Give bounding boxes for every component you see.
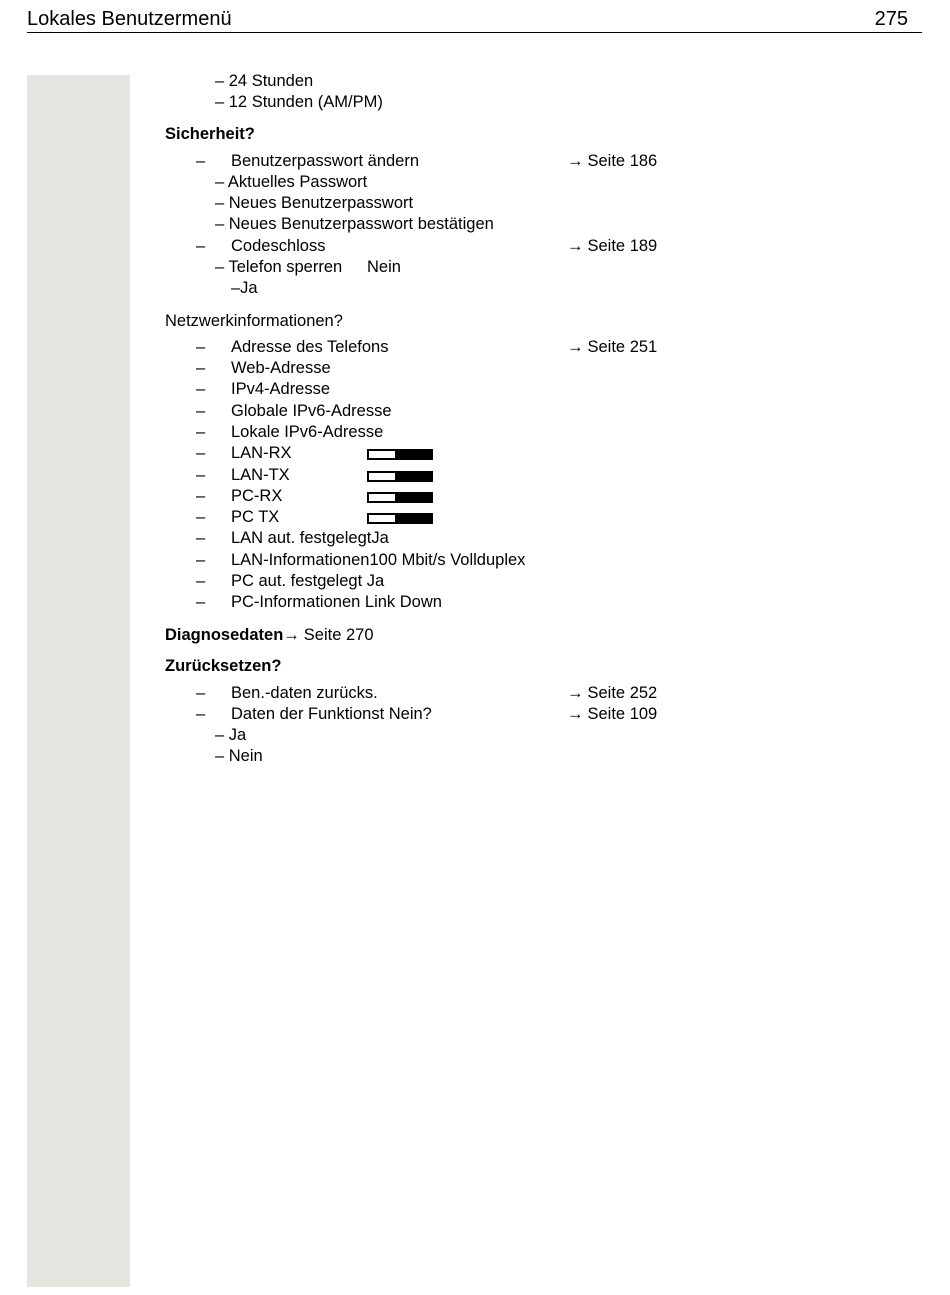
level-bar-icon xyxy=(367,492,433,503)
arrow-right-icon: → xyxy=(567,705,584,723)
arrow-right-icon: → xyxy=(567,338,584,356)
page-number: 275 xyxy=(874,8,908,30)
arrow-right-icon: → xyxy=(567,237,584,255)
header-title: Lokales Benutzermenü xyxy=(27,8,232,30)
page-reference[interactable]: → Seite 189 xyxy=(567,237,658,255)
arrow-right-icon: → xyxy=(567,684,584,702)
page-reference[interactable]: → Seite 270 xyxy=(283,626,374,644)
arrow-right-icon: → xyxy=(283,626,300,644)
page-reference[interactable]: → Seite 252 xyxy=(567,684,658,702)
page-reference[interactable]: → Seite 251 xyxy=(567,338,658,356)
level-bar-icon xyxy=(367,449,433,460)
page-reference[interactable]: → Seite 186 xyxy=(567,152,658,170)
document-content: – 24 Stunden – 12 Stunden (AM/PM) Sicherheit? – Benutzerpasswort ändern → Seite 186 – Aktuelles Passwort – Neues Benutzerpasswort – Neues Benutzerpasswort bestätigen – Codeschloss → Seite 189 – Telefon sperren Nein –Ja Netzwerkinformationen? – Adresse des Telefons → Seite 251 – Web-Adresse – IPv4-Adresse – Globale IPv6-Adresse – Lokale IPv6-Adresse – LAN-RX – LAN-TX – PC-RX – PC TX – LAN aut. festgelegtJa – LAN-Informationen100 Mbit/s Vollduplex – PC aut. festgelegt Ja – PC-Informationen Link Down Diagnosedaten→ Seite 270 Zurücksetzen? – Ben.-daten zurücks. → Seite 252 – Daten der Funktionst Nein? → Seite 109 – Ja – Nein xyxy=(165,72,658,765)
arrow-right-icon: → xyxy=(567,152,584,170)
page-reference[interactable]: → Seite 109 xyxy=(567,705,658,723)
level-bar-icon xyxy=(367,513,433,524)
level-bar-icon xyxy=(367,471,433,482)
